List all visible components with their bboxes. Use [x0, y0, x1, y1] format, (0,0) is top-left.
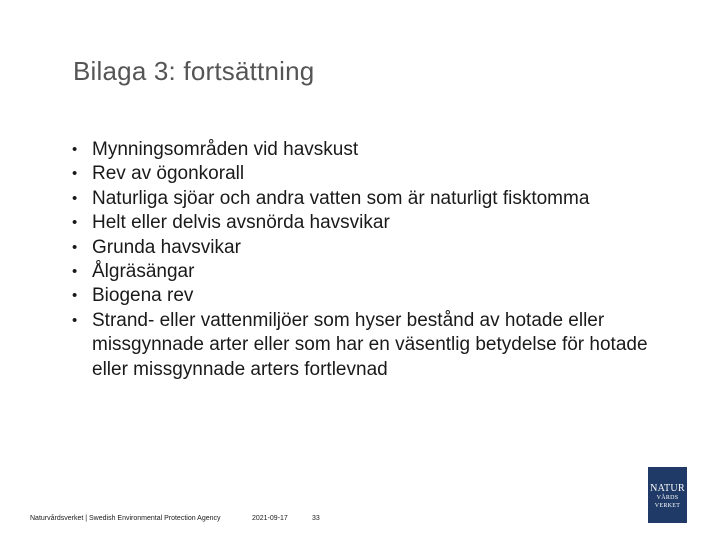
- naturvardsverket-logo: [648, 467, 687, 523]
- logo-line-3: VERKET: [654, 503, 681, 509]
- bullet-marker: •: [72, 263, 78, 281]
- bullet-text: Grunda havsvikar: [92, 236, 241, 258]
- bullet-item: [72, 309, 672, 382]
- bullet-item: [72, 187, 672, 211]
- bullet-item: [72, 260, 672, 284]
- bullet-marker: •: [72, 214, 78, 232]
- logo-line-1: NATUR: [650, 483, 685, 494]
- bullet-marker: •: [72, 238, 78, 256]
- bullet-item: [72, 236, 672, 260]
- bullet-text: Strand- eller vattenmiljöer som hyser bestånd av hotade eller missgynnade arter eller som har en väsentlig betydelse för hotade eller missgynnade arters fortlevnad: [92, 309, 648, 380]
- bullet-marker: •: [72, 287, 78, 305]
- bullet-text: Mynningsområden vid havskust: [92, 139, 359, 160]
- bullet-marker: •: [72, 189, 78, 207]
- bullet-marker: •: [72, 165, 78, 183]
- bullet-marker: •: [72, 311, 78, 329]
- footer-organization: Naturvårdsverket | Swedish Environmental Protection Agency: [30, 515, 221, 522]
- slide-title: Bilaga 3: fortsättning: [73, 56, 315, 86]
- footer-date: 2021-09-17: [252, 515, 288, 522]
- bullet-item: [72, 211, 672, 235]
- bullet-list: [72, 138, 672, 382]
- bullet-marker: •: [72, 141, 78, 158]
- bullet-text: Rev av ögonkorall: [92, 163, 245, 185]
- logo-line-2: VÅRDS: [656, 495, 679, 501]
- footer-page-number: 33: [312, 515, 320, 522]
- footer: [30, 515, 320, 522]
- bullet-text: Biogena rev: [92, 285, 194, 307]
- bullet-item: [72, 284, 672, 308]
- bullet-item: [72, 138, 672, 162]
- bullet-text: Naturliga sjöar och andra vatten som är naturligt fisktomma: [92, 187, 590, 209]
- bullet-item: [72, 162, 672, 186]
- bullet-text: Ålgräsängar: [92, 261, 195, 283]
- bullet-text: Helt eller delvis avsnörda havsvikar: [92, 212, 390, 234]
